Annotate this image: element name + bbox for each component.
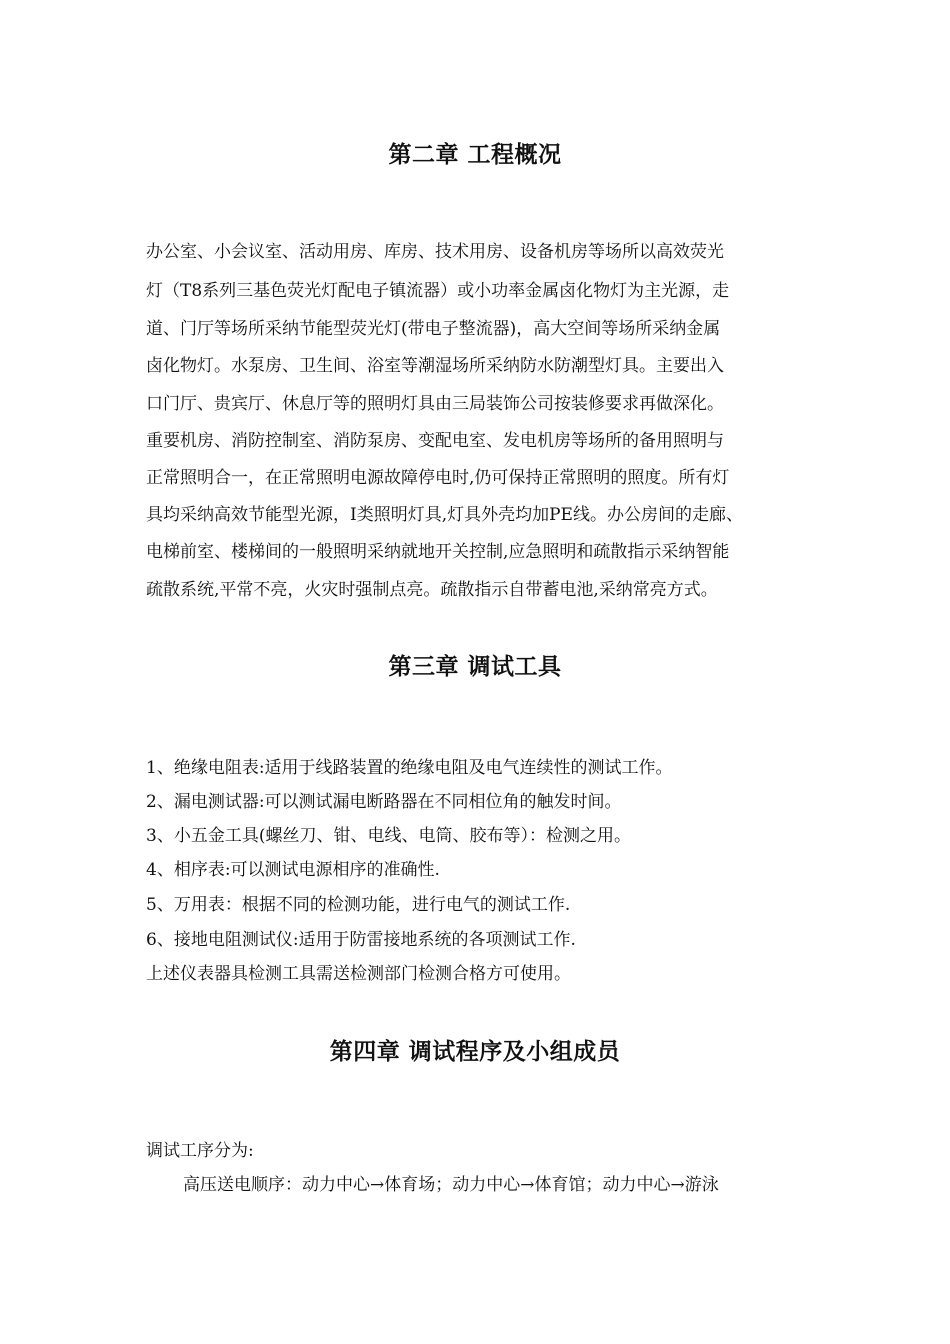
paragraph-line: 办公室、小会议室、活动用房、库房、技术用房、设备机房等场所以高效荧光 <box>146 242 724 262</box>
paragraph-line: 具均采纳高效节能型光源，I类照明灯具,灯具外壳均加PE线。办公房间的走廊、 <box>146 505 743 525</box>
list-item: 6、接地电阻测试仪:适用于防雷接地系统的各项测试工作. <box>146 930 576 950</box>
paragraph-line: 口门厅、贵宾厅、休息厅等的照明灯具由三局装饰公司按装修要求再做深化。 <box>146 394 724 414</box>
chapter-4-sequence: 高压送电顺序：动力中心→体育场；动力中心→体育馆；动力中心→游泳 <box>183 1175 719 1195</box>
list-item: 3、小五金工具(螺丝刀、钳、电线、电筒、胶布等）：检测之用。 <box>146 826 631 846</box>
chapter-4-title: 第四章 调试程序及小组成员 <box>329 1039 621 1065</box>
chapter-2-title: 第二章 工程概况 <box>388 142 562 168</box>
paragraph-line: 卤化物灯。水泵房、卫生间、浴室等潮湿场所采纳防水防潮型灯具。主要出入 <box>146 356 724 376</box>
list-item: 2、漏电测试器:可以测试漏电断路器在不同相位角的触发时间。 <box>146 792 622 812</box>
list-item: 1、绝缘电阻表:适用于线路装置的绝缘电阻及电气连续性的测试工作。 <box>146 758 673 778</box>
paragraph-line: 正常照明合一，在正常照明电源故障停电时,仍可保持正常照明的照度。所有灯 <box>146 468 730 488</box>
list-item: 4、相序表:可以测试电源相序的准确性. <box>146 860 440 880</box>
paragraph-line: 电梯前室、楼梯间的一般照明采纳就地开关控制,应急照明和疏散指示采纳智能 <box>146 542 730 562</box>
list-item: 5、万用表：根据不同的检测功能，进行电气的测试工作. <box>146 895 571 915</box>
paragraph-line: 重要机房、消防控制室、消防泵房、变配电室、发电机房等场所的备用照明与 <box>146 431 724 451</box>
paragraph-line: 灯（T8系列三基色荧光灯配电子镇流器）或小功率金属卤化物灯为主光源，走 <box>146 281 730 301</box>
chapter-3-title: 第三章 调试工具 <box>388 654 562 680</box>
chapter-4-intro: 调试工序分为: <box>146 1141 254 1161</box>
paragraph-line: 疏散系统,平常不亮，火灾时强制点亮。疏散指示自带蓄电池,采纳常亮方式。 <box>146 580 718 600</box>
list-note: 上述仪表器具检测工具需送检测部门检测合格方可使用。 <box>146 964 571 984</box>
paragraph-line: 道、门厅等场所采纳节能型荧光灯(带电子整流器)，高大空间等场所采纳金属 <box>146 319 721 339</box>
